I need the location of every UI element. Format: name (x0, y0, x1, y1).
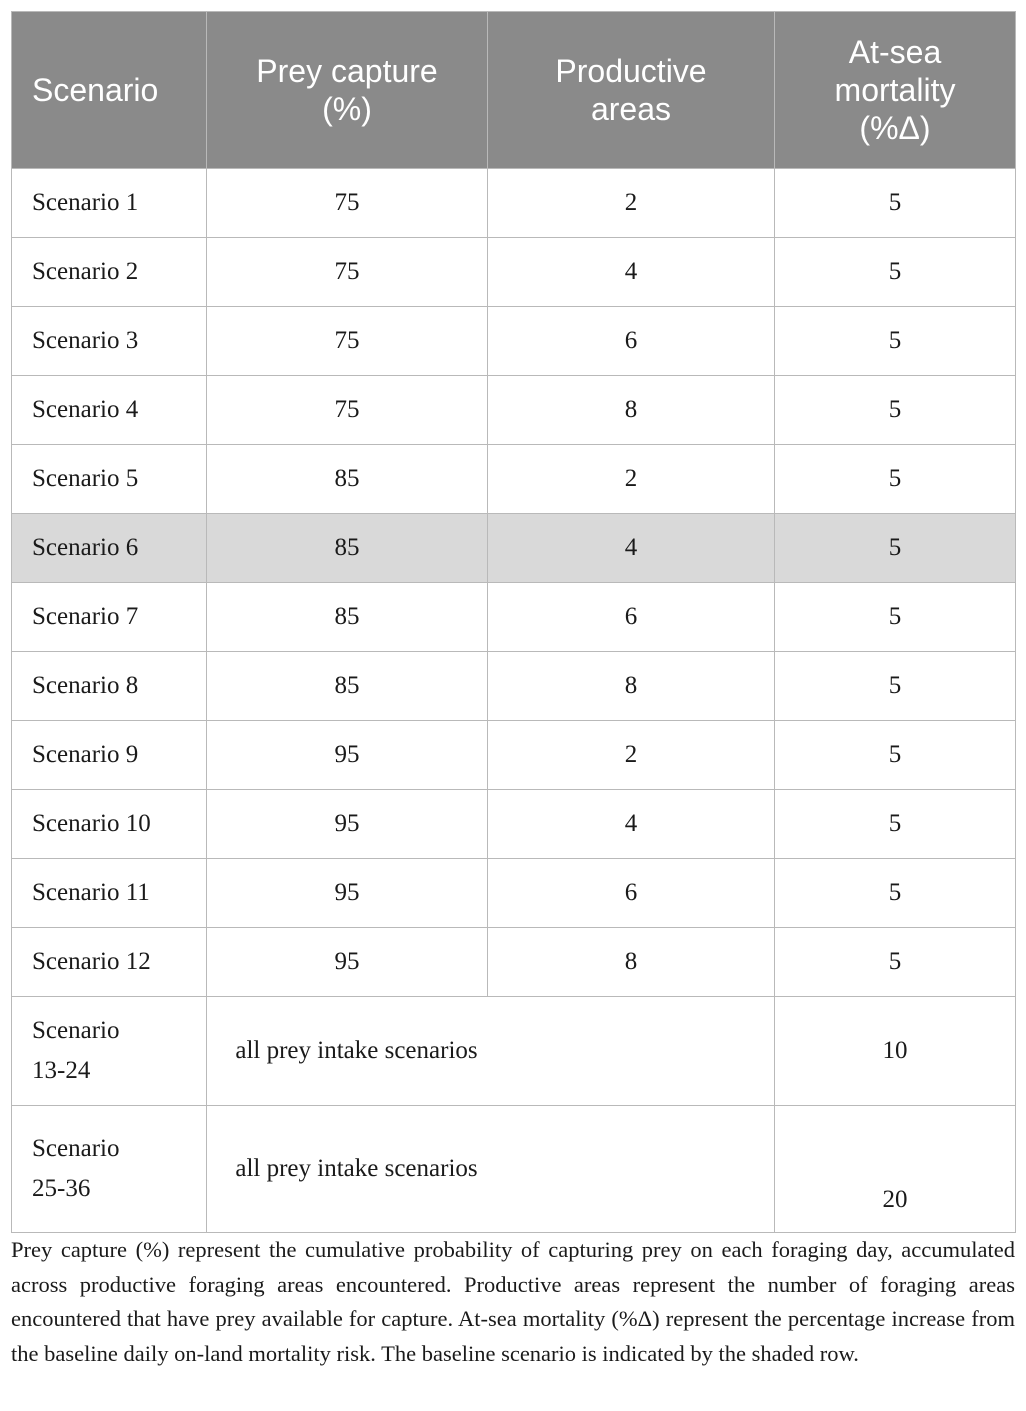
header-prey-capture-label: Prey capture (%) (256, 53, 438, 127)
cell-productive-areas: 8 (488, 376, 775, 445)
table-row (12, 169, 1016, 238)
table-row (12, 859, 1016, 928)
header-at-sea-mortality-label: At-sea mortality (%Δ) (834, 34, 956, 146)
cell-prey-intake-label: all prey intake scenarios (235, 1155, 478, 1182)
cell-productive-areas: 6 (488, 859, 775, 928)
cell-scenario: Scenario 6 (12, 514, 207, 583)
table-row (12, 307, 1016, 376)
cell-prey-capture: 95 (207, 721, 488, 790)
table-row-grouped (12, 1106, 1016, 1233)
cell-productive-areas: 8 (488, 652, 775, 721)
cell-productive-areas: 6 (488, 583, 775, 652)
cell-productive-areas: 2 (488, 169, 775, 238)
cell-prey-capture: 95 (207, 859, 488, 928)
cell-mortality: 5 (775, 445, 1016, 514)
header-prey-capture (207, 12, 488, 169)
cell-prey-capture: 75 (207, 376, 488, 445)
cell-productive-areas: 8 (488, 928, 775, 997)
header-scenario: Scenario (12, 12, 207, 169)
table-header (12, 12, 1016, 169)
cell-scenario: Scenario 5 (12, 445, 207, 514)
cell-scenario: Scenario 1 (12, 169, 207, 238)
table-row (12, 376, 1016, 445)
table-row (12, 928, 1016, 997)
cell-mortality: 10 (775, 997, 1016, 1106)
table-row (12, 721, 1016, 790)
cell-mortality: 5 (775, 583, 1016, 652)
cell-scenario (12, 997, 207, 1106)
table-body (12, 169, 1016, 1233)
cell-mortality: 5 (775, 928, 1016, 997)
cell-prey-capture: 85 (207, 514, 488, 583)
cell-mortality: 20 (775, 1106, 1016, 1233)
cell-prey-capture: 85 (207, 445, 488, 514)
cell-mortality: 5 (775, 790, 1016, 859)
cell-scenario: Scenario 2 (12, 238, 207, 307)
cell-scenario: Scenario 3 (12, 307, 207, 376)
cell-scenario: Scenario 8 (12, 652, 207, 721)
cell-productive-areas: 4 (488, 514, 775, 583)
cell-prey-capture: 75 (207, 169, 488, 238)
cell-scenario-label: Scenario 25-36 (32, 1135, 120, 1202)
table-row-grouped (12, 997, 1016, 1106)
header-row (12, 12, 1016, 169)
cell-prey-capture: 85 (207, 583, 488, 652)
scenario-table (11, 11, 1016, 1233)
cell-scenario: Scenario 10 (12, 790, 207, 859)
cell-mortality: 5 (775, 169, 1016, 238)
cell-productive-areas: 4 (488, 238, 775, 307)
cell-prey-capture: 95 (207, 790, 488, 859)
cell-mortality: 5 (775, 238, 1016, 307)
table-row (12, 790, 1016, 859)
cell-mortality: 5 (775, 307, 1016, 376)
header-at-sea-mortality (775, 12, 1016, 169)
table-row (12, 652, 1016, 721)
table-row-baseline (12, 514, 1016, 583)
cell-productive-areas: 6 (488, 307, 775, 376)
cell-prey-intake-merged (207, 997, 775, 1106)
cell-mortality: 5 (775, 721, 1016, 790)
cell-scenario-label: Scenario 13-24 (32, 1017, 120, 1084)
cell-scenario: Scenario 9 (12, 721, 207, 790)
cell-prey-intake-label: all prey intake scenarios (235, 1037, 478, 1064)
table-row (12, 238, 1016, 307)
cell-scenario: Scenario 7 (12, 583, 207, 652)
header-productive-areas-label: Productive areas (555, 53, 707, 127)
cell-scenario: Scenario 4 (12, 376, 207, 445)
cell-prey-intake-merged (207, 1106, 775, 1233)
cell-mortality: 5 (775, 376, 1016, 445)
cell-prey-capture: 75 (207, 238, 488, 307)
table-row (12, 583, 1016, 652)
cell-prey-capture: 75 (207, 307, 488, 376)
table-footnote: Prey capture (%) represent the cumulative probability of capturing prey on each foraging day, accumulated across productive foraging areas encountered. Productive areas represent the number of foraging areas encountered that have prey available for capture. At-sea mortality (%Δ) represent the percentage increase from the baseline daily on-land mortality risk. The baseline scenario is indicated by the shaded row. (11, 1237, 1015, 1366)
header-productive-areas (488, 12, 775, 169)
cell-mortality: 5 (775, 859, 1016, 928)
cell-scenario: Scenario 12 (12, 928, 207, 997)
cell-productive-areas: 2 (488, 445, 775, 514)
table-row (12, 445, 1016, 514)
cell-scenario (12, 1106, 207, 1233)
cell-prey-capture: 95 (207, 928, 488, 997)
cell-productive-areas: 4 (488, 790, 775, 859)
cell-prey-capture: 85 (207, 652, 488, 721)
cell-productive-areas: 2 (488, 721, 775, 790)
cell-mortality: 5 (775, 514, 1016, 583)
cell-mortality: 5 (775, 652, 1016, 721)
cell-scenario: Scenario 11 (12, 859, 207, 928)
